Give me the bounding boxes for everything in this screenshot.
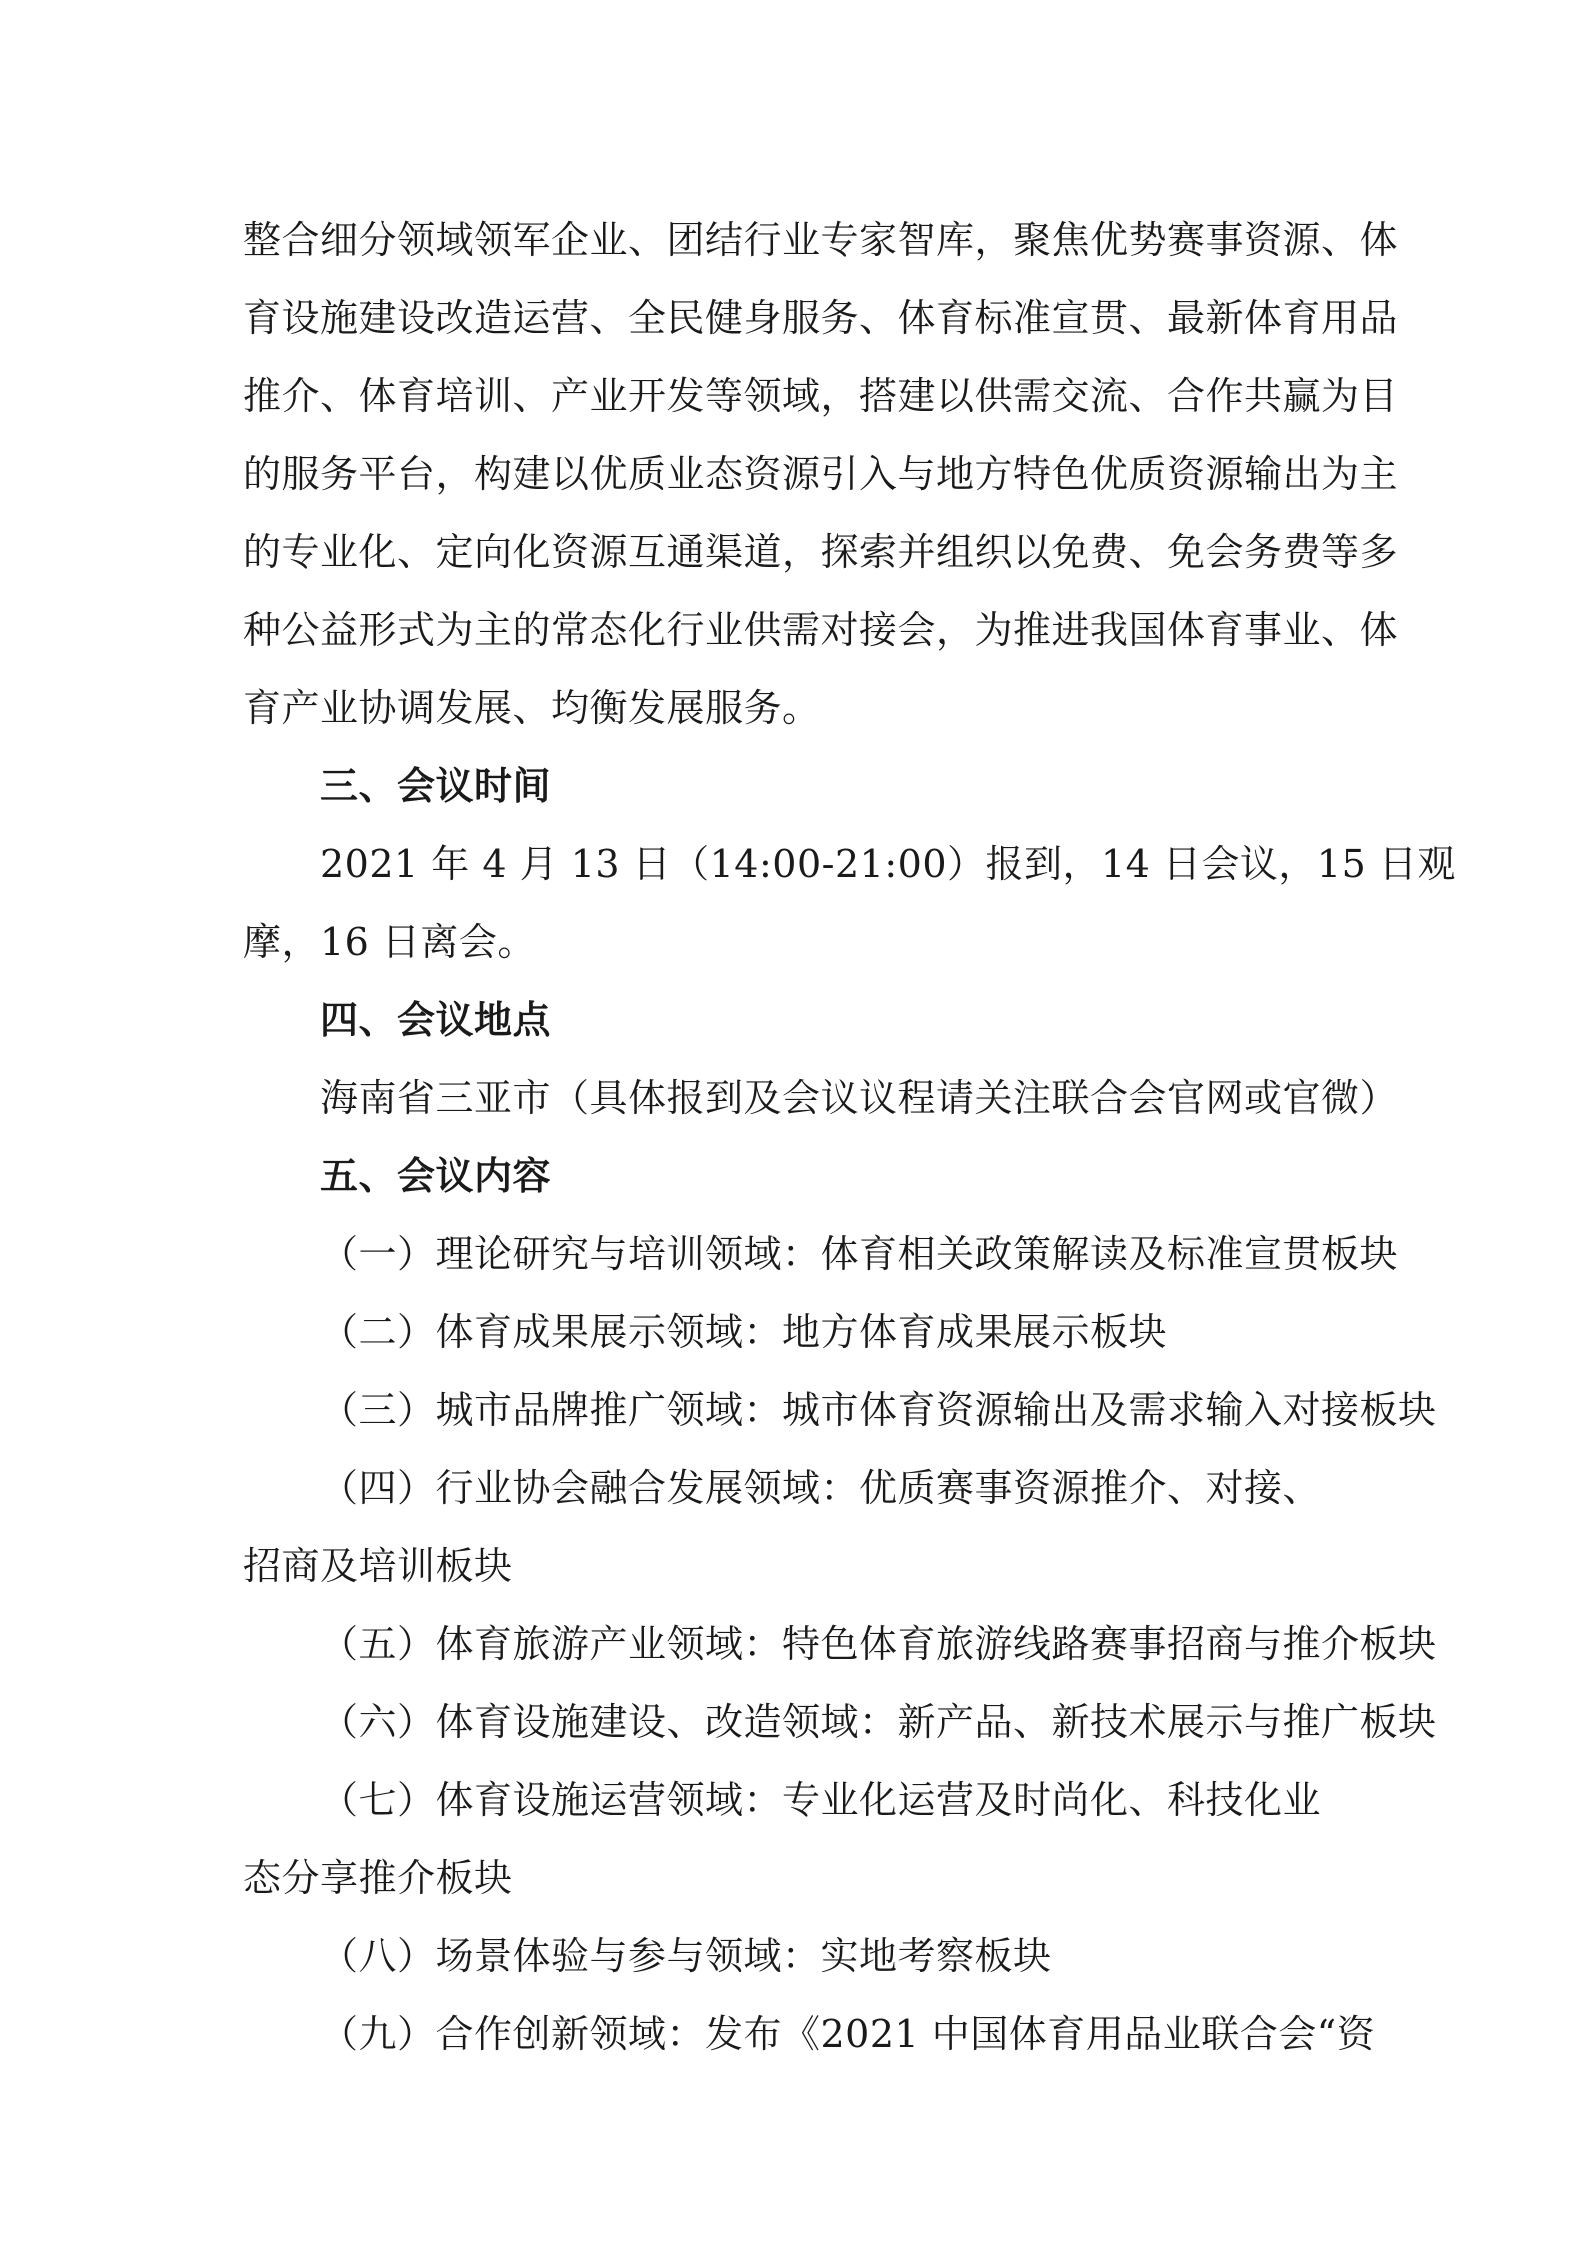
content-item-6: （六）体育设施建设、改造领域：新产品、新技术展示与推广板块 (320, 1700, 1437, 1744)
content-item-9: （九）合作创新领域：发布《2021 中国体育用品业联合会“资 (320, 2012, 1376, 2056)
intro-line-3: 推介、体育培训、产业开发等领域，搭建以供需交流、合作共赢为目 (243, 374, 1399, 418)
time-line-2: 摩，16 日离会。 (243, 920, 536, 964)
intro-line-7: 育产业协调发展、均衡发展服务。 (243, 686, 821, 730)
intro-line-6: 种公益形式为主的常态化行业供需对接会，为推进我国体育事业、体 (243, 608, 1399, 652)
content-item-4: （四）行业协会融合发展领域：优质赛事资源推介、对接、 (320, 1466, 1322, 1510)
content-item-2: （二）体育成果展示领域：地方体育成果展示板块 (320, 1310, 1168, 1354)
intro-line-2: 育设施建设改造运营、全民健身服务、体育标准宣贯、最新体育用品 (243, 296, 1399, 340)
content-item-4-cont: 招商及培训板块 (243, 1544, 513, 1588)
content-item-3: （三）城市品牌推广领域：城市体育资源输出及需求输入对接板块 (320, 1388, 1437, 1432)
content-item-7-cont: 态分享推介板块 (243, 1856, 513, 1900)
content-item-8: （八）场景体验与参与领域：实地考察板块 (320, 1934, 1052, 1978)
intro-line-4: 的服务平台，构建以优质业态资源引入与地方特色优质资源输出为主 (243, 452, 1399, 496)
content-item-7: （七）体育设施运营领域：专业化运营及时尚化、科技化业 (320, 1778, 1322, 1822)
section-content-heading: 五、会议内容 (320, 1153, 552, 1198)
content-item-1: （一）理论研究与培训领域：体育相关政策解读及标准宣贯板块 (320, 1232, 1399, 1276)
place-line-1: 海南省三亚市（具体报到及会议议程请关注联合会官网或官微） (320, 1076, 1399, 1120)
content-item-5: （五）体育旅游产业领域：特色体育旅游线路赛事招商与推介板块 (320, 1622, 1437, 1666)
section-place-heading: 四、会议地点 (320, 997, 552, 1042)
intro-line-5: 的专业化、定向化资源互通渠道，探索并组织以免费、免会务费等多 (243, 530, 1399, 574)
time-line-1: 2021 年 4 月 13 日（14:00-21:00）报到，14 日会议，15 日观 (320, 842, 1456, 886)
intro-line-1: 整合细分领域领军企业、团结行业专家智库，聚焦优势赛事资源、体 (243, 218, 1399, 262)
section-time-heading: 三、会议时间 (320, 763, 552, 808)
